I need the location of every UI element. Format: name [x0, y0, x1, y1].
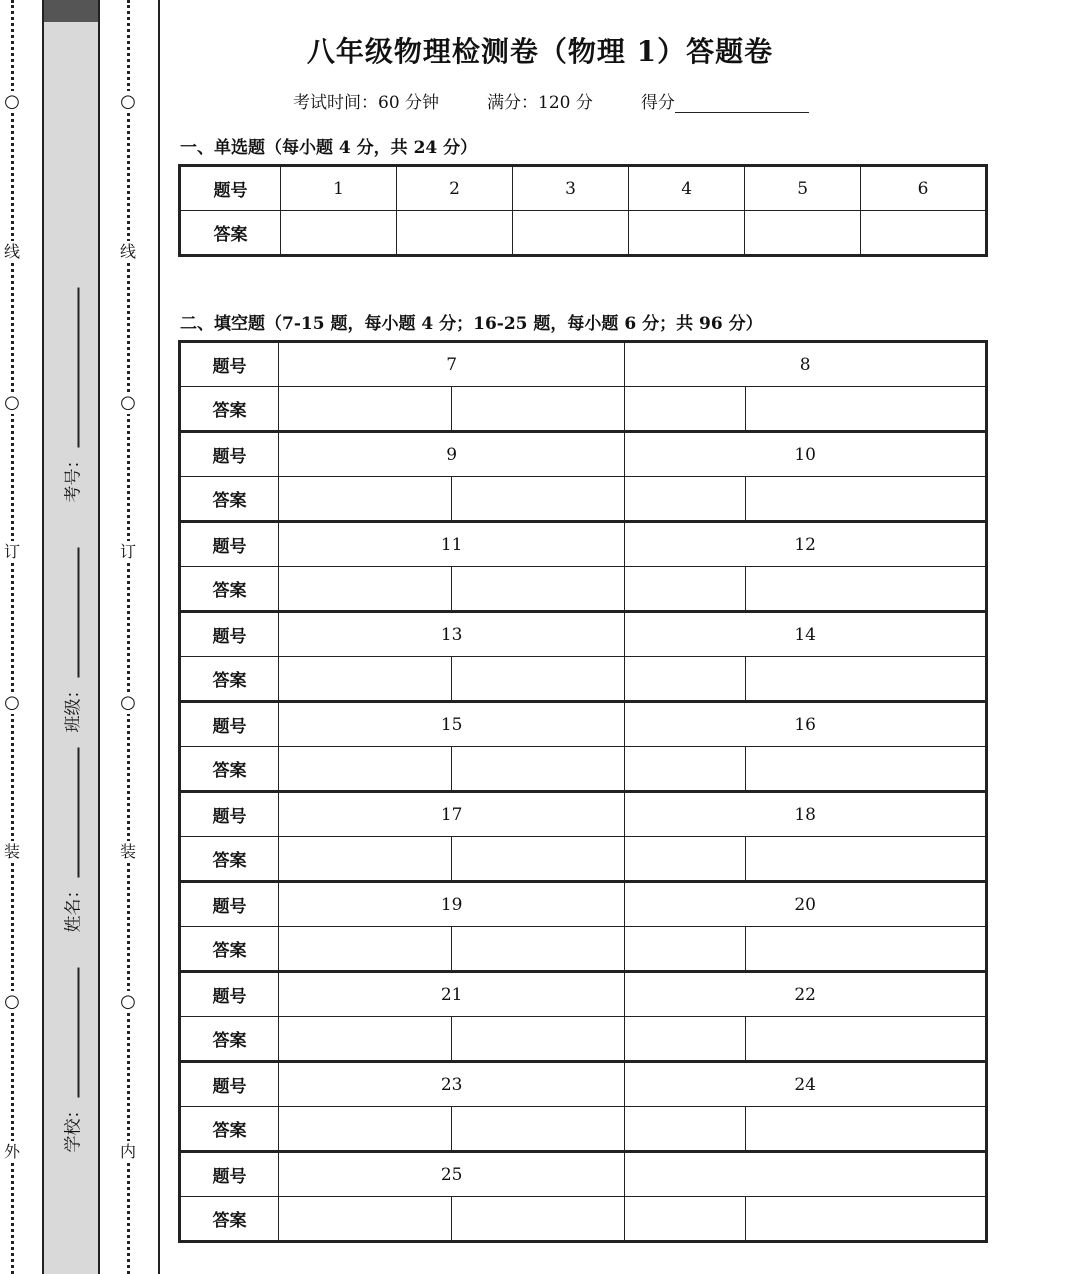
mcq-answer-row	[180, 211, 987, 256]
answer-cell[interactable]	[513, 211, 629, 256]
answer-cell[interactable]	[279, 477, 452, 522]
mcq-answer-table	[178, 164, 988, 257]
question-number: 10	[625, 432, 987, 477]
answer-cell[interactable]	[397, 211, 513, 256]
answer-cell[interactable]	[745, 1017, 986, 1062]
row-label: 答案	[180, 211, 281, 256]
answer-cell[interactable]	[279, 927, 452, 972]
answer-cell[interactable]	[279, 747, 452, 792]
answer-cell[interactable]	[745, 747, 986, 792]
full-score: 满分：120 分	[487, 93, 593, 113]
row-label: 答案	[180, 837, 279, 882]
row-label: 答案	[180, 387, 279, 432]
answer-cell[interactable]	[745, 1197, 986, 1242]
answer-cell[interactable]	[625, 837, 745, 882]
question-number: 11	[279, 522, 625, 567]
answer-cell[interactable]	[451, 387, 625, 432]
fill-answer-row	[180, 657, 987, 702]
answer-cell[interactable]	[745, 657, 986, 702]
question-number: 5	[745, 166, 861, 211]
question-number: 22	[625, 972, 987, 1017]
fill-number-row	[180, 342, 987, 387]
answer-cell[interactable]	[745, 387, 986, 432]
circle-mark: ○	[117, 991, 139, 1013]
answer-cell[interactable]	[451, 567, 625, 612]
answer-cell[interactable]	[279, 657, 452, 702]
page-title: 八年级物理检测卷（物理 1）答题卷	[306, 35, 774, 68]
fill-number-row	[180, 972, 987, 1017]
answer-cell[interactable]	[745, 927, 986, 972]
row-label: 答案	[180, 747, 279, 792]
answer-cell[interactable]	[745, 211, 861, 256]
answer-cell[interactable]	[625, 477, 745, 522]
fill-answer-row	[180, 567, 987, 612]
answer-cell[interactable]	[625, 1107, 745, 1152]
row-label: 答案	[180, 657, 279, 702]
fill-number-row	[180, 1152, 987, 1197]
question-number: 24	[625, 1062, 987, 1107]
bind-mark: 装	[117, 841, 139, 863]
answer-cell[interactable]	[745, 477, 986, 522]
question-number: 9	[279, 432, 625, 477]
answer-cell[interactable]	[451, 837, 625, 882]
row-label: 题号	[180, 342, 279, 387]
fill-number-row	[180, 522, 987, 567]
answer-cell[interactable]	[451, 1197, 625, 1242]
fill-answer-row	[180, 837, 987, 882]
order-mark: 订	[1, 541, 23, 563]
order-mark: 订	[117, 541, 139, 563]
circle-mark: ○	[117, 91, 139, 113]
question-number: 3	[513, 166, 629, 211]
name-field[interactable]	[59, 748, 84, 933]
mcq-number-row	[180, 166, 987, 211]
answer-cell[interactable]	[279, 1107, 452, 1152]
class-label: 班级：	[63, 681, 84, 733]
fill-answer-row	[180, 747, 987, 792]
score-field[interactable]	[641, 88, 809, 113]
row-label: 题号	[180, 1062, 279, 1107]
row-label: 题号	[180, 882, 279, 927]
answer-cell[interactable]	[745, 1107, 986, 1152]
section2-heading: 二、填空题（7-15 题，每小题 4 分；16-25 题，每小题 6 分；共 96 分）	[180, 314, 763, 334]
fill-answer-row	[180, 927, 987, 972]
question-number: 18	[625, 792, 987, 837]
answer-cell[interactable]	[861, 211, 987, 256]
fill-number-row	[180, 612, 987, 657]
inner-dotted-line	[127, 0, 130, 1274]
question-number: 1	[281, 166, 397, 211]
answer-cell[interactable]	[451, 657, 625, 702]
answer-cell[interactable]	[279, 1197, 452, 1242]
circle-mark: ○	[1, 991, 23, 1013]
fill-answer-row	[180, 477, 987, 522]
exam-meta	[293, 88, 809, 113]
score-label: 得分	[640, 93, 675, 113]
row-label: 答案	[180, 1197, 279, 1242]
fill-number-row	[180, 702, 987, 747]
circle-mark: ○	[1, 392, 23, 414]
row-label: 题号	[180, 432, 279, 477]
question-number: 13	[279, 612, 625, 657]
binding-margin	[0, 0, 165, 1274]
fill-answer-row	[180, 1017, 987, 1062]
fill-in-answer-table	[178, 340, 988, 1243]
answer-cell[interactable]	[451, 1107, 625, 1152]
answer-cell[interactable]	[625, 927, 745, 972]
answer-cell[interactable]	[625, 747, 745, 792]
question-number: 6	[861, 166, 987, 211]
line-mark: 线	[1, 241, 23, 263]
circle-mark: ○	[1, 692, 23, 714]
fill-answer-row	[180, 1197, 987, 1242]
outer-label: 外	[1, 1141, 23, 1163]
circle-mark: ○	[1, 91, 23, 113]
exam-time: 考试时间：60 分钟	[293, 93, 440, 113]
row-label: 题号	[180, 792, 279, 837]
row-label: 题号	[180, 522, 279, 567]
answer-cell[interactable]	[279, 837, 452, 882]
fill-answer-row	[180, 1107, 987, 1152]
question-number: 17	[279, 792, 625, 837]
answer-cell[interactable]	[451, 1017, 625, 1062]
class-field[interactable]	[59, 548, 84, 733]
name-label: 姓名：	[63, 881, 84, 933]
fill-number-row	[180, 1062, 987, 1107]
answer-cell[interactable]	[745, 837, 986, 882]
fill-number-row	[180, 882, 987, 927]
row-label: 答案	[180, 1017, 279, 1062]
question-number	[625, 1152, 987, 1197]
answer-cell[interactable]	[629, 211, 745, 256]
bind-mark: 装	[1, 841, 23, 863]
question-number: 19	[279, 882, 625, 927]
row-label: 题号	[180, 612, 279, 657]
question-number: 2	[397, 166, 513, 211]
question-number: 23	[279, 1062, 625, 1107]
school-field[interactable]	[59, 968, 84, 1153]
circle-mark: ○	[117, 692, 139, 714]
fill-number-row	[180, 432, 987, 477]
answer-cell[interactable]	[451, 747, 625, 792]
question-number: 15	[279, 702, 625, 747]
answer-cell[interactable]	[451, 477, 625, 522]
exam-number-label: 考号：	[63, 451, 84, 503]
circle-mark: ○	[117, 392, 139, 414]
outer-dotted-line	[11, 0, 14, 1274]
answer-cell[interactable]	[279, 567, 452, 612]
question-number: 25	[279, 1152, 625, 1197]
answer-cell[interactable]	[625, 387, 745, 432]
question-number: 21	[279, 972, 625, 1017]
row-label: 答案	[180, 477, 279, 522]
answer-cell[interactable]	[279, 387, 452, 432]
row-label: 答案	[180, 567, 279, 612]
row-label: 题号	[180, 1152, 279, 1197]
answer-cell[interactable]	[451, 927, 625, 972]
row-label: 题号	[180, 972, 279, 1017]
line-mark: 线	[117, 241, 139, 263]
answer-cell[interactable]	[625, 1017, 745, 1062]
answer-cell[interactable]	[279, 1017, 452, 1062]
exam-number-field[interactable]	[59, 288, 84, 503]
inner-label: 内	[117, 1141, 139, 1163]
question-number: 7	[279, 342, 625, 387]
answer-cell[interactable]	[281, 211, 397, 256]
section1-heading: 一、单选题（每小题 4 分，共 24 分）	[180, 138, 478, 158]
question-number: 12	[625, 522, 987, 567]
row-label: 答案	[180, 927, 279, 972]
question-number: 8	[625, 342, 987, 387]
answer-cell[interactable]	[745, 567, 986, 612]
school-label: 学校：	[63, 1101, 84, 1153]
answer-cell[interactable]	[625, 1197, 745, 1242]
question-number: 20	[625, 882, 987, 927]
margin-rule	[158, 0, 160, 1274]
question-number: 14	[625, 612, 987, 657]
question-number: 16	[625, 702, 987, 747]
row-label: 题号	[180, 166, 281, 211]
answer-cell[interactable]	[625, 657, 745, 702]
row-label: 题号	[180, 702, 279, 747]
fill-number-row	[180, 792, 987, 837]
answer-cell[interactable]	[625, 567, 745, 612]
question-number: 4	[629, 166, 745, 211]
fill-answer-row	[180, 387, 987, 432]
row-label: 答案	[180, 1107, 279, 1152]
